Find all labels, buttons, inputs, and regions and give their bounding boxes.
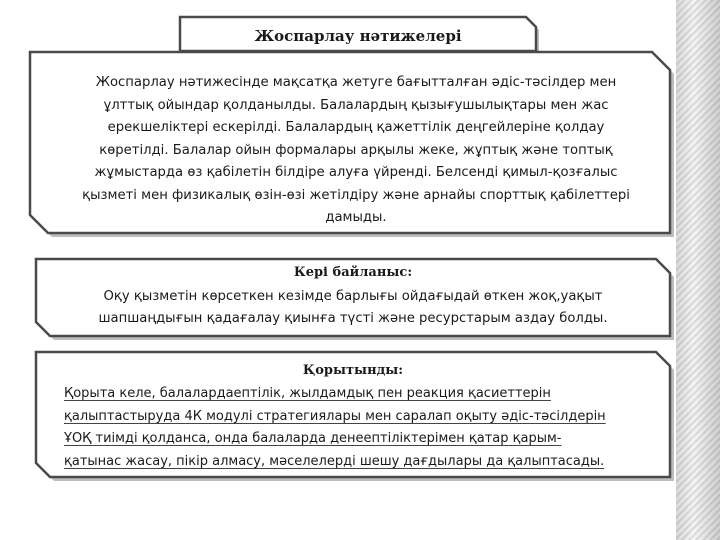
feedback-box [36,259,670,336]
results-paragraph: Жоспарлау нәтижесінде мақсатқа жетуге бағытталған әдіс-тәсілдер мен ұлттық ойындар қолданылды. Балалардың қызығушылықтары мен жас ерекшеліктері ескерілді. Балалардың қажеттілік деңгейлеріне қолдау көретілді. Балалар ойын формалары арқылы жеке, жұптық және топтық жұмыстарда өз қабілетін білдіре алуға үйренді. Белсенді қимыл-қозғалыс қызметі мен физикалық өзін-өзі жетілдіру және арнайы спорттық қабілеттері дамыды. [82,75,630,225]
page-title: Жоспарлау нәтижелері [254,27,462,45]
conclusion-box [36,352,670,477]
title-tab [180,17,536,51]
conclusion-line: қалыптастыруда 4К модулі стратегиялары мен саралап оқыту әдіс-тәсілдерін [64,408,606,424]
conclusion-line: Қорыта келе, балалардаептілік, жылдамдық пен реакция қасиеттерін [64,386,551,401]
feedback-heading: Кері байланыс: [293,265,413,280]
results-box [30,52,670,233]
conclusion-line: қатынас жасау, пікір алмасу, мәселелерді шешу дағдылары да қалыптасады. [64,453,605,469]
conclusion-heading: Қорытынды: [302,363,404,378]
decorative-side-strip [676,0,720,540]
conclusion-paragraph [64,383,670,473]
feedback-paragraph: Оқу қызметін көрсеткен кезімде барлығы ойдағыдай өткен жоқ,уақыт шапшаңдығын қадағалау қиынға түсті және ресурстарым аздау болды. [98,289,608,326]
conclusion-line: ҰОҚ тиімді қолданса, онда балаларда денеептіліктерімен қатар қарым- [64,431,562,446]
